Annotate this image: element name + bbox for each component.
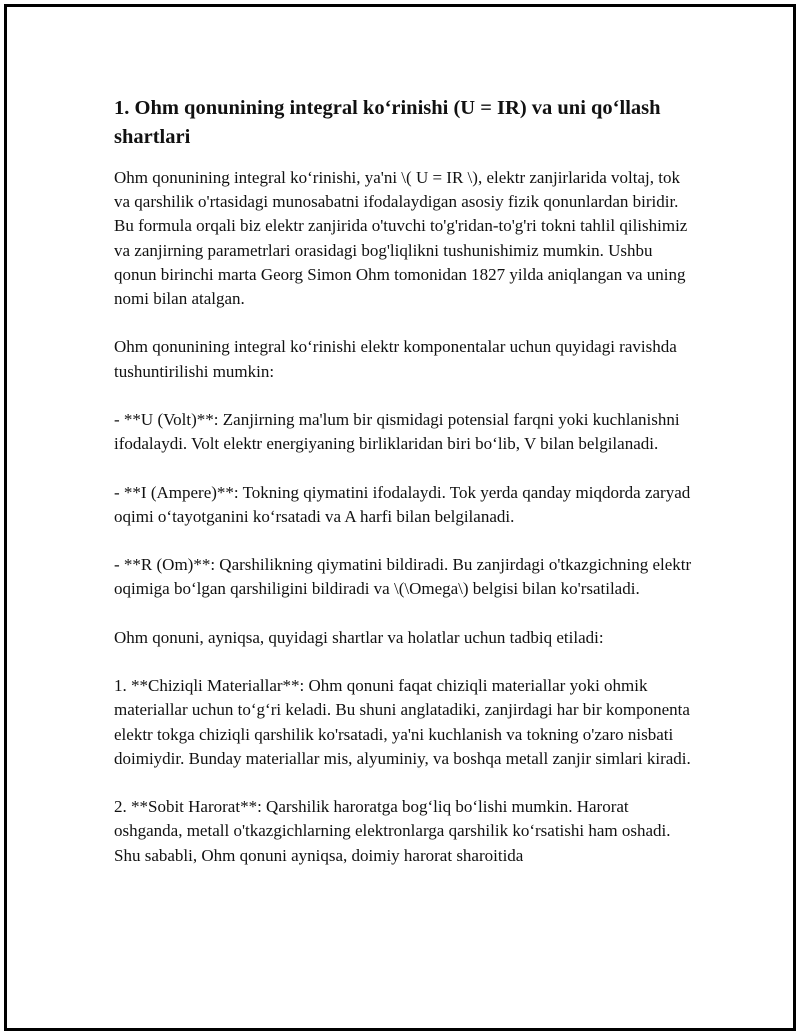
list-item-resistance: - **R (Om)**: Qarshilikning qiymatini bildiradi. Bu zanjirdagi o'tkazgichning elektr oqimiga bo‘lgan qarshiligini bildiradi va \(\Omega\) belgisi bilan ko'rsatiladi.: [114, 555, 692, 599]
condition-constant-temperature: 2. **Sobit Harorat**: Qarshilik haroratga bog‘liq bo‘lishi mumkin. Harorat oshganda, metall o'tkazgichlarning elektronlarga qarshilik ko‘rsatishi ham oshadi. Shu sababli, Ohm qonuni ayniqsa, doimiy harorat sharoitida: [114, 797, 671, 865]
document-body: [114, 94, 694, 892]
list-item-current: - **I (Ampere)**: Tokning qiymatini ifodalaydi. Tok yerda qanday miqdorda zaryad oqimi o‘tayotganini ko‘rsatadi va A harfi bilan belgilanadi.: [114, 482, 691, 526]
condition-linear-materials: 1. **Chiziqli Materiallar**: Ohm qonuni faqat chiziqli materiallar yoki ohmik materiallar uchun to‘g‘ri keladi. Bu shuni anglatadiki, zanjirdagi har bir komponenta elektr tokga chiziqli qarshilik ko'rsatadi, ya'ni kuchlanish va tokning o'zaro nisbati doimiydir. Bunday materiallar mis, alyuminiy, va boshqa metall zanjir simlari kiradi.: [114, 676, 691, 768]
intro-paragraph: Ohm qonunining integral ko‘rinishi, ya'ni \( U = IR \), elektr zanjirlarida voltaj, tok va qarshilik o'rtasidagi munosabatni ifodalaydigan asosiy fizik qonunlardan biridir. Bu formula orqali biz elektr zanjirida o'tuvchi to'g'ridan-to'g'ri tokni tahlil qilishimiz va zanjirning parametrlari orasidagi bog'liqlikni tushunishimiz mumkin. Ushbu qonun birinchi marta Georg Simon Ohm tomonidan 1827 yilda aniqlangan va uning nomi bilan atalgan.: [114, 168, 688, 309]
explanation-paragraph: Ohm qonunining integral ko‘rinishi elektr komponentalar uchun quyidagi ravishda tushuntirilishi mumkin:: [114, 337, 677, 381]
list-item-voltage: - **U (Volt)**: Zanjirning ma'lum bir qismidagi potensial farqni yoki kuchlanishni ifodalaydi. Volt elektr energiyaning birliklaridan biri bo‘lib, V bilan belgilanadi.: [114, 410, 680, 454]
conditions-intro-paragraph: Ohm qonuni, ayniqsa, quyidagi shartlar va holatlar uchun tadbiq etiladi:: [114, 627, 604, 647]
section-heading: 1. Ohm qonunining integral ko‘rinishi (U = IR) va uni qo‘llash shartlari: [114, 97, 661, 148]
